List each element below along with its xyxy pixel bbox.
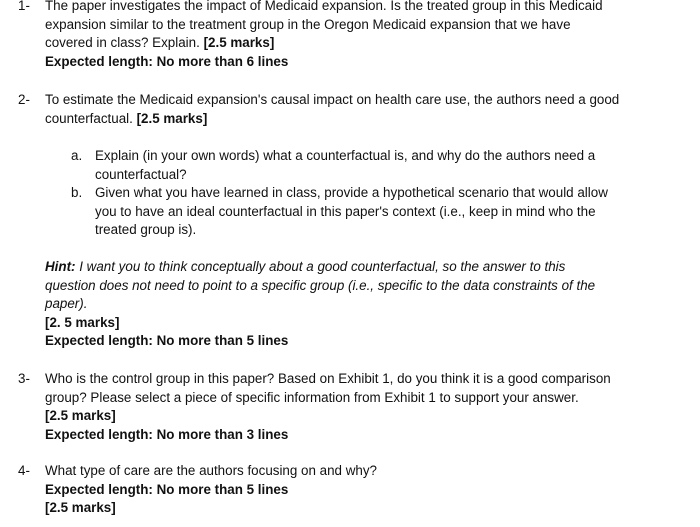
- question-1-body: [45, 0, 643, 71]
- expected-length: Expected length: No more than 3 lines: [45, 426, 289, 442]
- question-text-line: expansion similar to the treatment group in the Oregon Medicaid expansion that we have: [45, 16, 571, 32]
- question-number: 3-: [18, 371, 30, 386]
- marks-label: [2.5 marks]: [45, 500, 116, 516]
- question-text-line: group? Please select a piece of specific information from Exhibit 1 to support your answer.: [45, 389, 579, 405]
- question-text-line: [45, 110, 643, 129]
- expected-length: Expected length: No more than 5 lines: [45, 481, 289, 497]
- question-2-body: [45, 91, 643, 128]
- question-text-line: What type of care are the authors focusing on and why?: [45, 463, 377, 478]
- question-text-line: [45, 34, 643, 53]
- subquestion-text: Given what you have learned in class, provide a hypothetical scenario that would allow you to have an ideal counterfactual in this paper's context (i.e., keep in mind who the treated group is).: [95, 185, 608, 238]
- question-text-line: To estimate the Medicaid expansion's causal impact on health care use, the authors need a good: [45, 92, 620, 107]
- hint-text-line: paper).: [45, 296, 88, 312]
- marks-label: [2.5 marks]: [45, 408, 116, 424]
- question-text: counterfactual.: [45, 110, 133, 126]
- question-number: 1-: [18, 0, 30, 13]
- hint-text-line: Hint: I want you to think conceptually about a good counterfactual, so the answer to this: [45, 259, 566, 274]
- expected-length: Expected length: No more than 6 lines: [45, 53, 289, 69]
- marks-label: [2. 5 marks]: [45, 314, 120, 330]
- question-text-line: The paper investigates the impact of Medicaid expansion. Is the treated group in this Medicaid: [45, 0, 603, 13]
- subquestion-label: a.: [71, 148, 83, 163]
- question-text-line: Who is the control group in this paper? Based on Exhibit 1, do you think it is a good comparison: [45, 371, 611, 386]
- question-text: covered in class? Explain.: [45, 35, 200, 51]
- subquestion-label: b.: [71, 185, 83, 200]
- hint-label: Hint:: [45, 259, 76, 274]
- question-4-body: [45, 462, 643, 518]
- subquestion-text: Explain (in your own words) what a counterfactual is, and why do the authors need a counterfactual?: [95, 148, 596, 182]
- question-number: 4-: [18, 463, 30, 478]
- question-number: 2-: [18, 92, 30, 107]
- expected-length: Expected length: No more than 5 lines: [45, 333, 289, 349]
- question-3-body: [45, 370, 643, 444]
- hint-text-line: question does not need to point to a specific group (i.e., specific to the data constraints of the: [45, 277, 596, 293]
- hint-block: [45, 258, 641, 351]
- marks-label: [2.5 marks]: [136, 110, 208, 126]
- marks-label: [2.5 marks]: [203, 35, 275, 51]
